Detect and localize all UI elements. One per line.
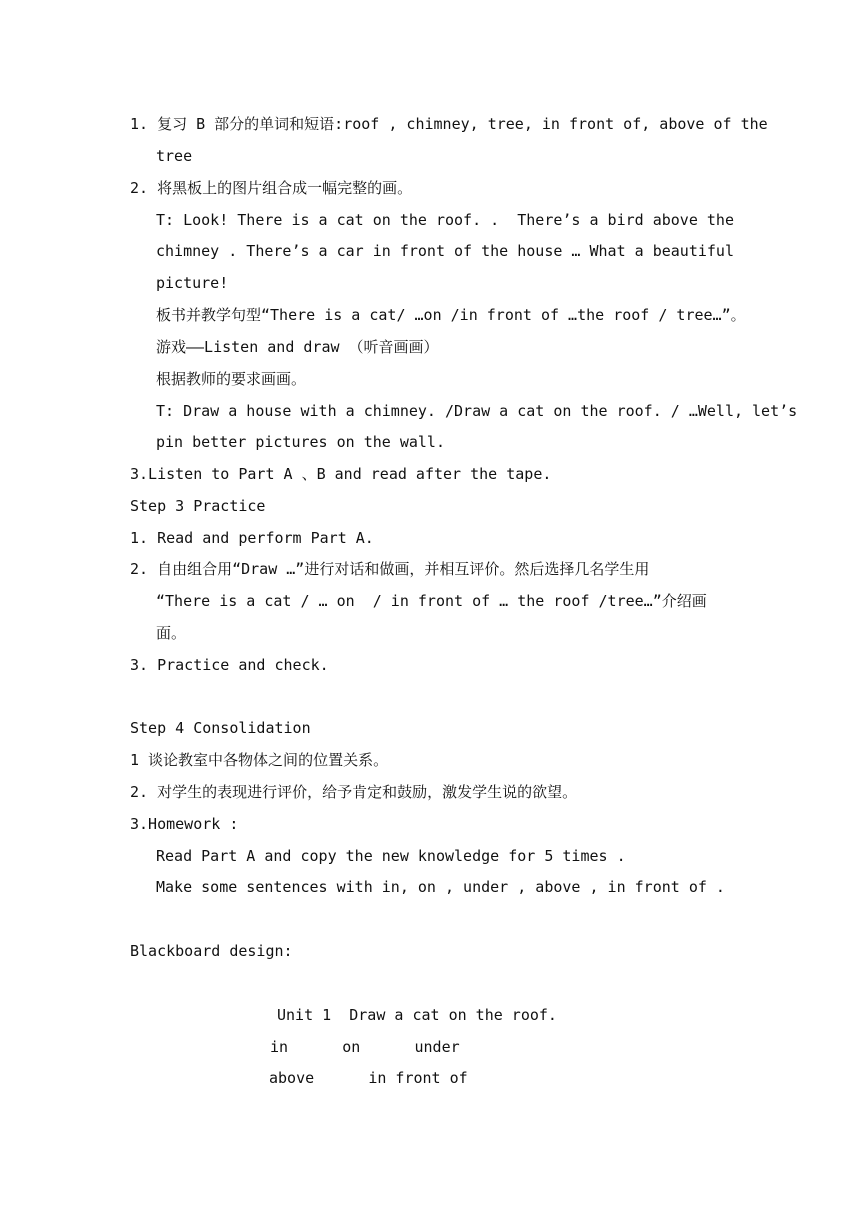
practice-item-1: 1. Read and perform Part A. bbox=[130, 529, 374, 547]
review-item-1: 1. 复习 B 部分的单词和短语:roof , chimney, tree, in front of, above of the bbox=[130, 115, 768, 133]
teacher-draw-line-2: pin better pictures on the wall. bbox=[156, 433, 445, 451]
practice-item-2-cont: “There is a cat / … on / in front of … the roof /tree…”介绍画 bbox=[156, 592, 707, 610]
teacher-line-3: picture! bbox=[156, 274, 229, 292]
draw-instruction-line: 根据教师的要求画画。 bbox=[156, 370, 307, 388]
practice-item-2: 2. 自由组合用“Draw …”进行对话和做画，并相互评价。然后选择几名学生用 bbox=[130, 560, 650, 578]
game-line: 游戏——Listen and draw （听音画画） bbox=[156, 338, 439, 356]
blackboard-design-heading: Blackboard design: bbox=[130, 942, 293, 960]
sentence-pattern-line: 板书并教学句型“There is a cat/ …on /in front of …the roof / tree…”。 bbox=[156, 306, 746, 324]
teacher-line-2: chimney . There’s a car in front of the house … What a beautiful bbox=[156, 242, 734, 260]
blackboard-words-row-1: in on under bbox=[270, 1038, 460, 1056]
review-item-2: 2. 将黑板上的图片组合成一幅完整的画。 bbox=[130, 179, 413, 197]
homework-line-2: Make some sentences with in, on , under , above , in front of . bbox=[156, 878, 725, 896]
blackboard-words-row-2: above in front of bbox=[269, 1069, 468, 1087]
listen-item-3: 3.Listen to Part A 、B and read after the tape. bbox=[130, 465, 552, 483]
consolidation-item-1: 1 谈论教室中各物体之间的位置关系。 bbox=[130, 751, 389, 769]
blackboard-title: Unit 1 Draw a cat on the roof. bbox=[277, 1006, 557, 1024]
practice-item-2-end: 面。 bbox=[156, 624, 187, 642]
homework-line-1: Read Part A and copy the new knowledge for 5 times . bbox=[156, 847, 626, 865]
step-3-heading: Step 3 Practice bbox=[130, 497, 266, 515]
consolidation-item-2: 2. 对学生的表现进行评价，给予肯定和鼓励，激发学生说的欲望。 bbox=[130, 783, 578, 801]
practice-item-3: 3. Practice and check. bbox=[130, 656, 329, 674]
homework-heading: 3.Homework : bbox=[130, 815, 239, 833]
step-4-heading: Step 4 Consolidation bbox=[130, 719, 311, 737]
review-item-1-cont: tree bbox=[156, 147, 193, 165]
teacher-line-1: T: Look! There is a cat on the roof. . There’s a bird above the bbox=[156, 211, 734, 229]
teacher-draw-line-1: T: Draw a house with a chimney. /Draw a cat on the roof. / …Well, let’s bbox=[156, 402, 798, 420]
